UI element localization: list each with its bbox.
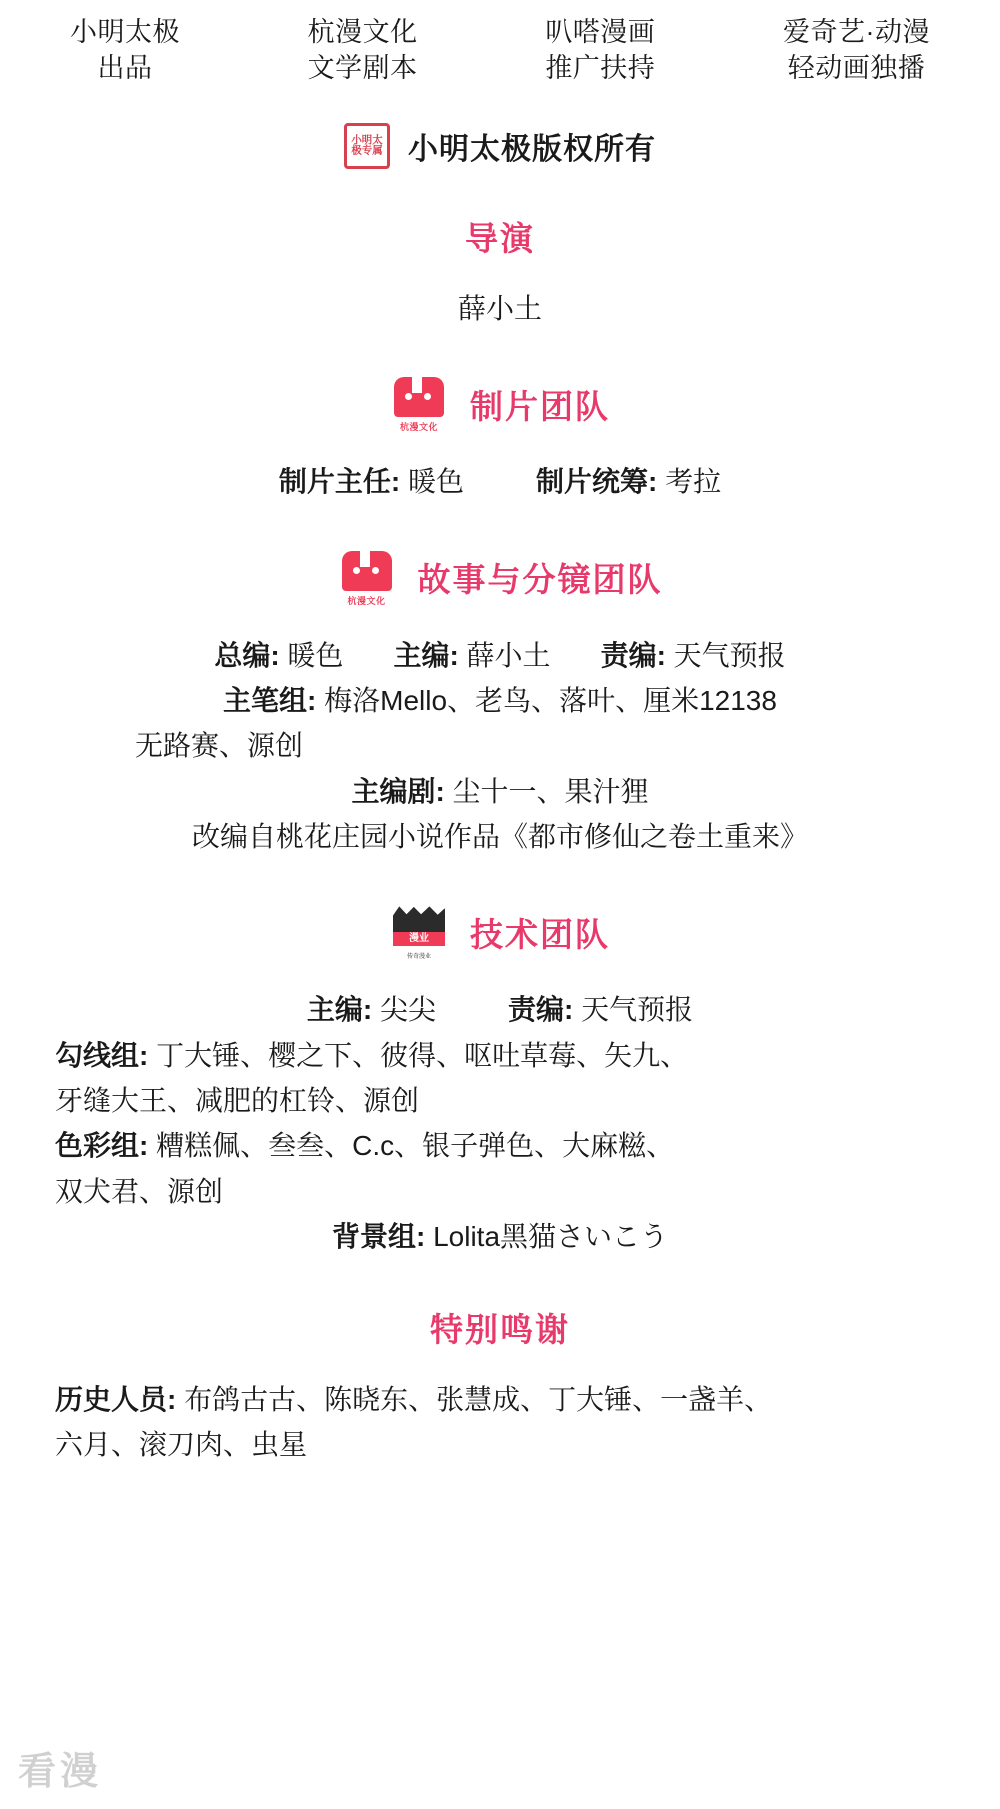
watermark: 看漫 xyxy=(18,1751,103,1793)
credit-names: 暖色 xyxy=(287,639,344,671)
credit-line xyxy=(508,987,693,1032)
section-heading xyxy=(0,549,1000,607)
sponsor-line2: 出品 xyxy=(97,53,153,84)
credit-role: 总编: xyxy=(214,639,280,671)
section-title: 故事与分镜团队 xyxy=(417,561,663,599)
credit-names: 梅洛Mello、老鸟、落叶、厘米12138 xyxy=(324,684,777,716)
hangman-culture-logo-icon xyxy=(338,549,396,607)
credit-names: 六月、滚刀肉、虫星 xyxy=(55,1428,308,1460)
credit-names: 布鸽古古、陈晓东、张慧成、丁大锤、一盏羊、 xyxy=(184,1383,773,1415)
section-director xyxy=(0,213,1000,331)
section-title: 制片团队 xyxy=(470,387,610,425)
section-thanks xyxy=(0,1304,1000,1468)
logo-label: 杭漫文化 xyxy=(399,422,438,433)
credit-line xyxy=(393,633,550,678)
tech-credits xyxy=(0,987,1000,1259)
credit-names: 丁大锤、樱之下、彼得、呕吐草莓、矢九、 xyxy=(156,1039,689,1071)
credit-line xyxy=(214,633,343,678)
credit-line xyxy=(601,633,786,678)
section-heading xyxy=(0,1304,1000,1351)
main-writers-line-2 xyxy=(55,723,945,768)
section-heading xyxy=(0,213,1000,260)
credit-role: 主编: xyxy=(306,994,373,1026)
sponsor-item xyxy=(308,14,418,87)
sponsor-item xyxy=(545,14,655,87)
section-heading xyxy=(0,903,1000,961)
section-heading xyxy=(0,375,1000,433)
seal-icon xyxy=(344,123,390,169)
sponsor-line1: 杭漫文化 xyxy=(307,17,418,47)
credit-role: 主编: xyxy=(393,639,459,671)
background-line xyxy=(55,1214,945,1259)
seal-text: 小明太极专属 xyxy=(351,134,383,157)
section-title: 技术团队 xyxy=(470,915,610,953)
credit-role: 责编: xyxy=(508,994,574,1026)
sponsor-item xyxy=(783,14,930,87)
credit-role: 制片主任: xyxy=(278,466,401,498)
sponsor-line2: 轻动画独播 xyxy=(787,53,926,84)
credit-names: 考拉 xyxy=(665,466,722,498)
logo-label: 杭漫文化 xyxy=(347,595,386,606)
main-writers-line xyxy=(55,678,945,723)
director-name: 薛小土 xyxy=(457,292,542,324)
credit-names: 无路赛、源创 xyxy=(135,730,304,762)
section-title: 特别鸣谢 xyxy=(430,1310,570,1348)
section-tech xyxy=(0,903,1000,1259)
section-story xyxy=(0,549,1000,860)
credit-names: Lolita黑猫さいこう xyxy=(433,1221,669,1253)
credit-names: 尖尖 xyxy=(379,994,436,1026)
legend-comics-logo-icon xyxy=(390,903,448,961)
adaptation-line: 改编自桃花庄园小说作品《都市修仙之卷土重来》 xyxy=(191,821,808,853)
credit-names: 暖色 xyxy=(407,466,464,498)
sponsor-line2: 文学剧本 xyxy=(307,53,418,84)
sponsor-line2: 推广扶持 xyxy=(545,53,656,84)
sponsor-row xyxy=(0,0,1000,87)
credit-line xyxy=(536,459,721,504)
sponsor-line1: 叭嗒漫画 xyxy=(545,17,656,47)
credit-role: 责编: xyxy=(600,639,666,671)
hangman-culture-logo-icon xyxy=(390,375,448,433)
sponsor-line1: 小明太极 xyxy=(70,17,180,47)
production-credits xyxy=(0,459,1000,504)
story-credits xyxy=(0,633,1000,860)
credit-names: 天气预报 xyxy=(581,994,694,1026)
credit-names: 尘十一、果汁狸 xyxy=(452,775,649,807)
credit-role: 制片统筹: xyxy=(536,466,658,498)
copyright-text: 小明太极版权所有 xyxy=(408,132,656,166)
section-title: 导演 xyxy=(465,219,535,257)
thanks-credits xyxy=(0,1377,1000,1468)
credit-role: 主编剧: xyxy=(351,775,445,807)
color-line-2 xyxy=(55,1169,945,1214)
credit-names: 糟糕佩、叁叁、C.c、银子弹色、大麻糍、 xyxy=(156,1130,675,1162)
credit-line xyxy=(279,459,464,504)
line-art-line-1 xyxy=(55,1033,945,1078)
credit-role: 主笔组: xyxy=(223,684,317,716)
section-production xyxy=(0,375,1000,504)
copyright-row xyxy=(0,123,1000,169)
credit-role: 历史人员: xyxy=(55,1383,177,1415)
history-line-2 xyxy=(55,1422,945,1467)
credit-role: 勾线组: xyxy=(55,1039,149,1071)
line-art-line-2 xyxy=(55,1078,945,1123)
logo-band-text: 漫业 xyxy=(409,933,429,945)
credit-names: 薛小土 xyxy=(466,639,551,671)
credit-role: 背景组: xyxy=(331,1221,426,1253)
credit-names: 天气预报 xyxy=(673,639,786,671)
production-row xyxy=(55,459,945,504)
director-credits xyxy=(0,286,1000,331)
credit-role: 色彩组: xyxy=(55,1130,149,1162)
screenwriter-line xyxy=(55,769,945,814)
story-editor-row xyxy=(55,633,945,678)
sponsor-item xyxy=(70,14,180,87)
credit-names: 牙缝大王、减肥的杠铃、源创 xyxy=(55,1085,420,1117)
history-line-1 xyxy=(55,1377,945,1422)
sponsor-line1: 爱奇艺·动漫 xyxy=(782,17,930,47)
credit-line xyxy=(307,987,436,1032)
logo-label: 传奇漫业 xyxy=(406,954,431,961)
tech-editor-row xyxy=(55,987,945,1032)
credit-names: 双犬君、源创 xyxy=(55,1175,224,1207)
color-line-1 xyxy=(55,1123,945,1168)
